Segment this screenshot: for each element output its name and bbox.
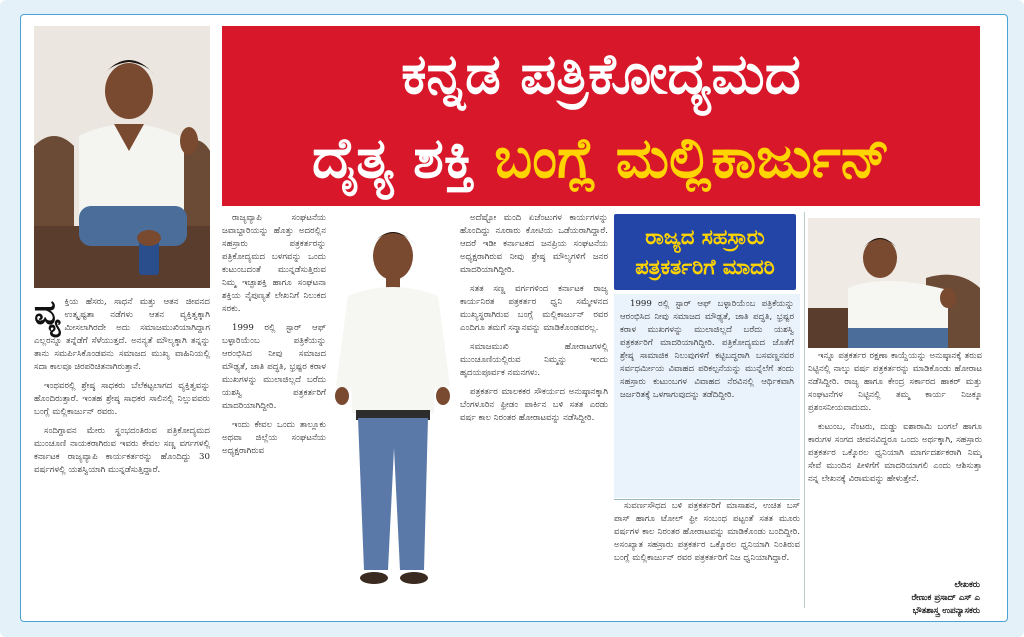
- column-1-paragraph: ವ್ಯ ಕ್ತಿಯ ಹೆಸರು, ಸಾಧನೆ ಮತ್ತು ಆತನ ಜೀವನದ ಉತ್ಕೃಷ್ಟತಾ ನಡೆಗಳು ಆತನ ವ್ಯಕ್ತಿತ್ವಕ್ಕಾಗಿ ಮೀಸಲಾಗಿರದೇ ಅದು ಸಮಾಜಮುಖಿಯಾಗಿದ್ದಾಗ ಎಲ್ಲರನ್ನೂ ತನ್ನೆಡೆಗೆ ಸೆಳೆಯುತ್ತದೆ. ಅನನ್ಯತೆ ಮೌಲ್ಯಕ್ಕಾಗಿ ತನ್ನನ್ನು ತಾನು ಸಮರ್ಪಿಸಿಕೊಂಡವನು ಸಮಾಜದ ಮುಖ್ಯ ವಾಹಿನಿಯಲ್ಲಿ ಸದಾ ಕಾಲವೂ ಚಿರಪರಿಚಿತನಾಗಿರುತ್ತಾನೆ.: [34, 296, 210, 372]
- byline-role: ಭೌತಶಾಸ್ತ್ರ ಉಪನ್ಯಾಸಕರು: [912, 606, 980, 616]
- column-3b-paragraph: ಸುವರ್ಣಸೌಧದ ಬಳಿ ಪತ್ರಕರ್ತರಿಗೆ ಮಾಸಾಶನ, ಉಚಿತ ಬಸ್ ಪಾಸ್ ಹಾಗೂ ಟೋಲ್ ಫ್ರೀ ಸಂಬಂಧ ಪಟ್ಟಂತೆ ಸತತ ಮೂರು ವರ್ಷಗಳ ಕಾಲ ನಿರಂತರ ಹೋರಾಟವನ್ನು ಮಾಡಿಕೊಂಡು ಬಂದಿದ್ದೀರಿ. ಅಸಂಖ್ಯಾತ ಸಹಸ್ರಾರು ಪತ್ರಕರ್ತರ ಒಕ್ಕೊರಲ ಧ್ವನಿಯಾಗಿ ನಿಂತಿರುವ ಬಂಗ್ಲೆ ಮಲ್ಲಿಕಾರ್ಜುನ್ ರವರ ಪತ್ರಕರ್ತರಿಗೆ ನಿಜ ಧ್ವನಿಯಾಗಿದ್ದಾರೆ.: [614, 501, 800, 563]
- column-2b-paragraph: ಅದೆಷ್ಟೋ ಮಂದಿ ಏಜೆಂಟುಗಳ ಕಾರ್ಯಗಳನ್ನು ಹೊಂದಿದ್ದು ನೂರಾರು ಕೋಟಿಯ ಒಡೆಯರಾಗಿದ್ದಾರೆ. ಆದರೆ ಇಡೀ ಕರ್ನಾಟಕದ ಜನಪ್ರಿಯ ಸಂಘಟನೆಯ ಅಧ್ಯಕ್ಷರಾಗಿರುವ ನೀವು ಶ್ರೇಷ್ಠ ಮೌಲ್ಯಗಳಿಗೆ ಜನರ ಮಾದರಿಯಾಗಿದ್ದೀರಿ.: [460, 213, 608, 275]
- portrait-photo-seated: [34, 26, 210, 288]
- column-2b-paragraph: ಪತ್ರಕರ್ತರ ಮಾಲಕಕರ ಸೌಕರ್ಯದ ಅನುಷ್ಠಾನಕ್ಕಾಗಿ ಬೆಂಗಳೂರಿನ ಫ್ರೀಡಂ ಪಾರ್ಕಿನ ಬಳಿ ಸತತ ಎರಡು ವರ್ಷ ಕಾಲ ನಿರಂತರ ಹೋರಾಟವನ್ನು ನಡೆಸಿದ್ದೀರಿ.: [460, 387, 608, 423]
- byline-label: ಲೇಖಕರು: [954, 580, 980, 590]
- subhead-line-1: ರಾಜ್ಯದ ಸಹಸ್ರಾರು: [645, 225, 765, 249]
- headline-line-1: ಕನ್ನಡ ಪತ್ರಿಕೋದ್ಯಮದ: [401, 42, 801, 107]
- column-2b-paragraph: ಸತತ ಸಣ್ಣ ವರ್ಗಗಳಿಂದ ಕರ್ನಾಟಕ ರಾಜ್ಯ ಕಾರ್ಯನಿರತ ಪತ್ರಕರ್ತರ ಧ್ವನಿ ಸಮ್ಮೇಳನದ ಮುಖ್ಯಸ್ಥರಾಗಿರುವ ಬಂಗ್ಲೆ ಮಲ್ಲಿಕಾರ್ಜುನ್ ರವರ ಎಂದಿಗೂ ತಮಗೆ ಸನ್ಮಾನವನ್ನು ಮಾಡಿಕೊಂಡವರಲ್ಲ.: [460, 284, 608, 333]
- dropcap: ವ್ಯ: [34, 296, 61, 333]
- column-4-paragraph: ಇನ್ನೂ ಪತ್ರಕರ್ತರ ರಕ್ಷಣಾ ಕಾಯ್ದೆಯನ್ನು ಅನುಷ್ಠಾನಕ್ಕೆ ತರುವ ನಿಟ್ಟಿನಲ್ಲಿ ನಾಲ್ಕು ವರ್ಷ ಪತ್ರಕರ್ತರನ್ನು ಮಾಡಿಕೊಂಡು ಹೋರಾಟ ನಡೆಸಿದ್ದೀರಿ. ರಾಜ್ಯ ಹಾಗೂ ಕೇಂದ್ರ ಸರ್ಕಾರದ ಹಾಕರ್ ಮತ್ತು ಸಂಘಟನೆಗಳ ನಿಟ್ಟಿನಲ್ಲಿ ತಮ್ಮ ಕಾರ್ಯ ನಿಜಕ್ಕೂ ಪ್ರಶಂಸನೀಯವಾದುದು.: [808, 351, 982, 413]
- column-2b-paragraph: ಸಮಾಜಮುಖಿ ಹೋರಾಟಗಳಲ್ಲಿ ಮುಂಚೂಣಿಯಲ್ಲಿರುವ ನಿಮ್ಮನ್ನು ಇಂದು ಹೃದಯಪೂರ್ವಕ ನಮನಗಳು.: [460, 342, 608, 378]
- article-column-2a: [222, 212, 326, 608]
- article-column-3b: [614, 500, 800, 608]
- subhead-box: [614, 214, 796, 290]
- byline: [870, 579, 980, 618]
- article-column-4: [808, 350, 982, 576]
- column-divider-vertical: [804, 212, 805, 608]
- headline-line-2: [222, 120, 980, 198]
- column-4-paragraph: ಕುಟುಂಬ, ನೆಂಟರು, ದುಡ್ಡು ಐಶಾರಾಮಿ ಬಂಗಲೆ ಹಾಗೂ ಕಾರುಗಳ ಸಂಗದ ಜೀವನವಿದ್ದರೂ ಒಂದು ಅರ್ಥಕ್ಕಾಗಿ, ಸಹಸ್ರಾರು ಪತ್ರಕರ್ತರ ಒಕ್ಕೊರಲ ಧ್ವನಿಯಾಗಿ ಮಾರ್ಗದರ್ಶಕರಾಗಿ ನಿಮ್ಮ ಸೇವೆ ಮುಂದಿನ ಪೀಳಿಗೆಗೆ ಮಾದರಿಯಾಗಲಿ ಎಂದು ಆಶಿಸುತ್ತಾ ನನ್ನ ಲೇಖನಕ್ಕೆ ವಿರಾಮವನ್ನು ಹೇಳುತ್ತೇನೆ.: [808, 422, 982, 484]
- headline-line-2-white: ದೈತ್ಯ ಶಕ್ತಿ: [311, 126, 495, 191]
- byline-author: ರೇಣುಕ ಪ್ರಸಾದ್ ಎಸ್ ಎ: [911, 593, 980, 603]
- column-2a-paragraph: 1999 ರಲ್ಲಿ ಸ್ಟಾರ್ ಆಫ್ ಬಳ್ಳಾರಿಯೆಂಬ ಪತ್ರಿಕೆಯನ್ನು ಆರಂಭಿಸಿದ ನೀವು ಸಮಾಜದ ಮೌಢ್ಯತೆ, ಜಾತಿ ಪದ್ಧತಿ, ಭ್ರಷ್ಟರ ಕರಾಳ ಮುಖಗಳನ್ನು ಮುಲಾಜಿಲ್ಲದೆ ಬರೆದು ಯಶಸ್ವಿ ಪತ್ರಕರ್ತರಿಗೆ ಮಾದರಿಯಾಗಿದ್ದೀರಿ.: [222, 323, 326, 411]
- article-column-3: [614, 294, 800, 498]
- column-1-paragraph: ಇಂಥವರಲ್ಲಿ ಶ್ರೇಷ್ಠ ಸಾಧಕರು ಬೆಲೆಕಟ್ಟಲಾಗದ ವ್ಯಕ್ತಿತ್ವವನ್ನು ಹೊಂದಿರುತ್ತಾರೆ. ಇಂತಹ ಶ್ರೇಷ್ಠ ಸಾಧಕರ ಸಾಲಿನಲ್ಲಿ ನಿಲ್ಲುವವರು ಬಂಗ್ಲೆ ಮಲ್ಲಿಕಾರ್ಜುನ್ ರವರು.: [34, 381, 210, 417]
- column-3-paragraph: 1999 ರಲ್ಲಿ ಸ್ಟಾರ್ ಆಫ್ ಬಳ್ಳಾರಿಯೆಂಬ ಪತ್ರಿಕೆಯನ್ನು ಆರಂಭಿಸಿದ ನೀವು ಸಮಾಜದ ಮೌಢ್ಯತೆ, ಜಾತಿ ಪದ್ಧತಿ, ಭ್ರಷ್ಟರ ಕರಾಳ ಮುಖಗಳನ್ನು ಮುಲಾಜಿಲ್ಲದೆ ಬರೆದು ಯಶಸ್ವಿ ಪತ್ರಕರ್ತರಿಗೆ ಮಾದರಿಯಾಗಿದ್ದೀರಿ. ಪತ್ರಿಕೋದ್ಯಮದ ಜೊತೆಗೆ ಶ್ರೇಷ್ಠ ಸಾಮಾಜಿಕ ನಿಲುವುಗಳಿಗೆ ಕಟ್ಟಿಬದ್ಧರಾಗಿ ಬಸವಣ್ಣನವರ ಸರ್ವಧರ್ಮೀಯ ವಿವಾಹದ ಪರಿಕಲ್ಪನೆಯನ್ನು ಮುನ್ನೆಲೆಗೆ ತಂದು ಸಹಸ್ರಾರು ಕುಟುಂಬಗಳ ವಿವಾಹದ ನೆರವಿನಲ್ಲಿ ಆರ್ಥಿಕವಾಗಿ ಜರ್ಜರಿತಕ್ಕೆ ಒಳಗಾಗುವುದನ್ನು ತಡೆದಿದ್ದೀರಿ.: [620, 299, 794, 400]
- column-1-paragraph: ಸಂದಿಗ್ದಾವನ ಮೇರು ಸ್ಥಂಭದಂತಿರುವ ಪತ್ರಿಕೋದ್ಯಮದ ಮುಂಚೂಣಿ ನಾಯಕರಾಗಿರುವ ಇವರು ಕೇವಲ ಸಣ್ಣ ವರ್ಗಗಳಲ್ಲಿ ಕರ್ನಾಟಕ ರಾಜ್ಯವ್ಯಾಪಿ ಕಾರ್ಯಕರ್ತರನ್ನು ಹೊಂದಿದ್ದು 30 ವರ್ಷಗಳಲ್ಲಿ ಯಶಸ್ವಿಯಾಗಿ ಮುನ್ನಡೆಸುತ್ತಿದ್ದಾರೆ.: [34, 426, 210, 475]
- subhead-line-2: ಪತ್ರಕರ್ತರಿಗೆ ಮಾದರಿ: [635, 255, 775, 279]
- headline-banner: [222, 26, 980, 206]
- column-2a-paragraph: ರಾಜ್ಯವ್ಯಾಪಿ ಸಂಘಟನೆಯ ಜವಾಬ್ದಾರಿಯನ್ನು ಹೊತ್ತು ಅದರಲ್ಲಿನ ಸಹಸ್ರಾರು ಪತ್ರಕರ್ತರನ್ನು ಪತ್ರಿಕೋದ್ಯಮದ ಬಳಗವನ್ನು ಒಂದು ಕುಟುಂಬದಂತೆ ಮುನ್ನಡೆಸುತ್ತಿರುವ ನಿಮ್ಮ ಇಚ್ಛಾಶಕ್ತಿ ಹಾಗೂ ಸಂಘಟನಾ ಶಕ್ತಿಯ ನೈಪುಣ್ಯತೆ ಲೇಖನಿಗೆ ನಿಲುಕದ ಸರಕು.: [222, 213, 326, 314]
- article-column-1: [34, 296, 210, 608]
- portrait-photo-standing: [330, 218, 456, 606]
- article-column-2b: [460, 212, 608, 608]
- headline-line-2-yellow: ಬಂಗ್ಲೆ ಮಲ್ಲಿಕಾರ್ಜುನ್: [494, 126, 890, 191]
- column-2a-paragraph: ಇಂದು ಕೇವಲ ಒಂದು ತಾಲ್ಲೂಕು ಅಥವಾ ಜಿಲ್ಲೆಯ ಸಂಘಟನೆಯ ಅಧ್ಯಕ್ಷರಾಗಿರುವ: [222, 420, 326, 456]
- portrait-photo-smiling: [808, 218, 980, 348]
